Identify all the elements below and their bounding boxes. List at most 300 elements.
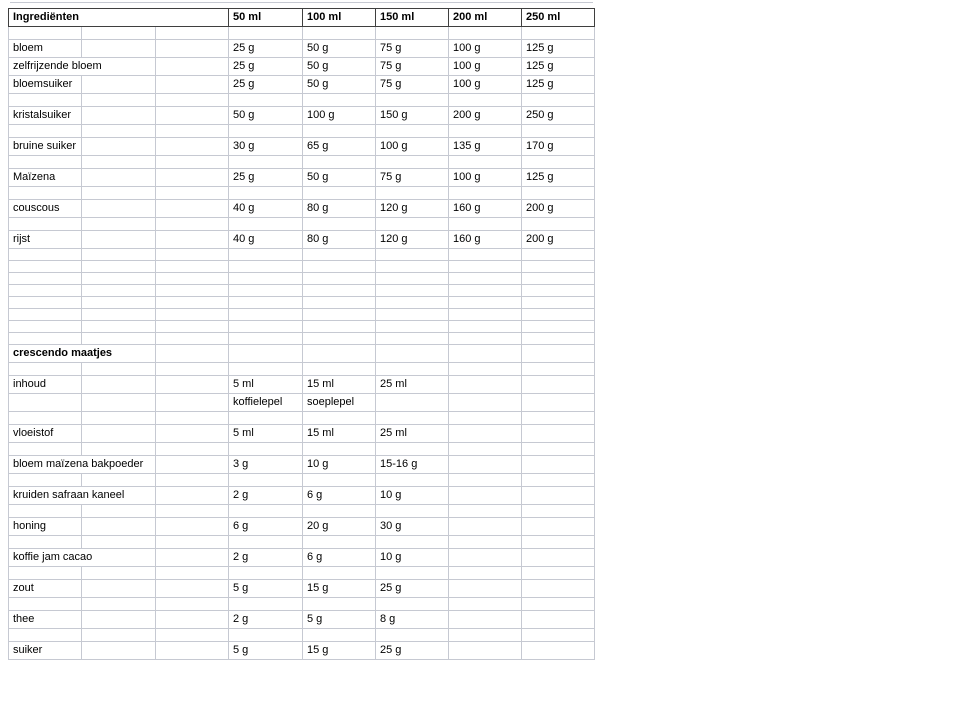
empty-cell: [303, 598, 376, 611]
empty-cell: [156, 536, 229, 549]
value-cell: [449, 611, 522, 629]
spacer-row: [9, 629, 595, 642]
empty-cell: [376, 629, 449, 642]
empty-cell: [156, 200, 229, 218]
empty-cell: [156, 231, 229, 249]
empty-cell: [82, 249, 156, 261]
column-header: 200 ml: [449, 9, 522, 27]
value-cell: 75 g: [376, 40, 449, 58]
spacer-row: [9, 261, 595, 273]
empty-cell: [156, 218, 229, 231]
value-cell: [522, 487, 595, 505]
empty-cell: [9, 333, 82, 345]
empty-cell: [229, 333, 303, 345]
empty-cell: [82, 611, 156, 629]
value-cell: 100 g: [449, 40, 522, 58]
table-row: [9, 107, 595, 125]
empty-cell: [522, 125, 595, 138]
empty-cell: [82, 231, 156, 249]
empty-cell: [82, 156, 156, 169]
value-cell: 5 ml: [229, 425, 303, 443]
empty-cell: [376, 273, 449, 285]
empty-cell: [303, 249, 376, 261]
empty-cell: [376, 187, 449, 200]
value-cell: 160 g: [449, 231, 522, 249]
empty-cell: [156, 518, 229, 536]
empty-cell: [376, 156, 449, 169]
value-cell: 2 g: [229, 549, 303, 567]
empty-cell: [9, 218, 82, 231]
empty-cell: [522, 598, 595, 611]
empty-cell: [303, 261, 376, 273]
empty-cell: [156, 321, 229, 333]
empty-cell: [449, 273, 522, 285]
value-cell: [449, 642, 522, 660]
spacer-row: [9, 536, 595, 549]
empty-cell: [82, 412, 156, 425]
empty-cell: [82, 629, 156, 642]
empty-cell: [376, 567, 449, 580]
empty-cell: [156, 611, 229, 629]
empty-cell: [229, 273, 303, 285]
value-cell: koffielepel: [229, 394, 303, 412]
empty-cell: [449, 536, 522, 549]
value-cell: [522, 425, 595, 443]
empty-cell: [449, 261, 522, 273]
value-cell: 15 ml: [303, 425, 376, 443]
spacer-row: [9, 443, 595, 456]
empty-cell: [82, 27, 156, 40]
value-cell: 120 g: [376, 200, 449, 218]
value-cell: 250 g: [522, 107, 595, 125]
empty-cell: [449, 156, 522, 169]
value-cell: [522, 580, 595, 598]
value-cell: 20 g: [303, 518, 376, 536]
value-cell: 5 ml: [229, 376, 303, 394]
empty-cell: [229, 27, 303, 40]
empty-cell: [82, 425, 156, 443]
empty-cell: [156, 456, 229, 474]
empty-cell: [522, 218, 595, 231]
empty-cell: [229, 474, 303, 487]
empty-cell: [449, 94, 522, 107]
empty-cell: [229, 363, 303, 376]
empty-cell: [9, 261, 82, 273]
column-header: 150 ml: [376, 9, 449, 27]
empty-cell: [156, 94, 229, 107]
empty-cell: [82, 200, 156, 218]
table-row: [9, 456, 595, 474]
empty-cell: [303, 187, 376, 200]
table-body: [9, 9, 595, 660]
value-cell: [449, 425, 522, 443]
empty-cell: [376, 321, 449, 333]
empty-cell: [156, 156, 229, 169]
column-header: 100 ml: [303, 9, 376, 27]
empty-cell: [156, 297, 229, 309]
empty-cell: [449, 321, 522, 333]
value-cell: [522, 642, 595, 660]
empty-cell: [303, 629, 376, 642]
empty-cell: [449, 443, 522, 456]
empty-cell: [229, 412, 303, 425]
empty-cell: [522, 321, 595, 333]
value-cell: 200 g: [522, 231, 595, 249]
table-row: [9, 487, 595, 505]
ingredient-label: koffie jam cacao: [9, 549, 156, 567]
table-row: [9, 376, 595, 394]
ingredient-label: couscous: [9, 200, 82, 218]
empty-cell: [376, 505, 449, 518]
value-cell: 25 g: [229, 58, 303, 76]
table-row: [9, 580, 595, 598]
spacer-row: [9, 94, 595, 107]
empty-cell: [229, 629, 303, 642]
value-cell: 50 g: [303, 40, 376, 58]
empty-cell: [156, 412, 229, 425]
spacer-row: [9, 156, 595, 169]
empty-cell: [376, 218, 449, 231]
empty-cell: [9, 363, 82, 376]
empty-cell: [522, 567, 595, 580]
table-row: [9, 549, 595, 567]
empty-cell: [156, 169, 229, 187]
ingredient-label: zout: [9, 580, 82, 598]
empty-cell: [376, 474, 449, 487]
column-header-ingredients: Ingrediënten: [9, 9, 229, 27]
empty-cell: [9, 249, 82, 261]
cropped-row-edge: [10, 2, 593, 3]
empty-cell: [376, 412, 449, 425]
empty-cell: [9, 297, 82, 309]
ingredient-label: kruiden safraan kaneel: [9, 487, 156, 505]
value-cell: [449, 549, 522, 567]
empty-cell: [229, 156, 303, 169]
value-cell: 6 g: [303, 549, 376, 567]
empty-cell: [303, 321, 376, 333]
empty-cell: [9, 536, 82, 549]
empty-cell: [229, 309, 303, 321]
empty-cell: [156, 580, 229, 598]
empty-cell: [9, 273, 82, 285]
value-cell: [522, 376, 595, 394]
empty-cell: [82, 187, 156, 200]
spacer-row: [9, 27, 595, 40]
value-cell: [522, 345, 595, 363]
empty-cell: [522, 273, 595, 285]
value-cell: 25 g: [229, 76, 303, 94]
value-cell: [376, 345, 449, 363]
empty-cell: [449, 412, 522, 425]
empty-cell: [229, 187, 303, 200]
table-row: [9, 40, 595, 58]
empty-cell: [522, 27, 595, 40]
value-cell: 15 ml: [303, 376, 376, 394]
empty-cell: [82, 333, 156, 345]
table-row: [9, 345, 595, 363]
value-cell: 25 ml: [376, 376, 449, 394]
empty-cell: [229, 297, 303, 309]
value-cell: 15-16 g: [376, 456, 449, 474]
empty-cell: [522, 412, 595, 425]
value-cell: [522, 518, 595, 536]
value-cell: [449, 394, 522, 412]
empty-cell: [156, 125, 229, 138]
empty-cell: [82, 567, 156, 580]
value-cell: 100 g: [449, 58, 522, 76]
empty-cell: [303, 273, 376, 285]
ingredient-label: rijst: [9, 231, 82, 249]
table-row: [9, 425, 595, 443]
empty-cell: [82, 107, 156, 125]
empty-cell: [303, 474, 376, 487]
empty-cell: [376, 443, 449, 456]
value-cell: 80 g: [303, 231, 376, 249]
ingredient-label: honing: [9, 518, 82, 536]
value-cell: 25 g: [376, 642, 449, 660]
spacer-row: [9, 285, 595, 297]
empty-cell: [376, 309, 449, 321]
empty-cell: [229, 505, 303, 518]
spacer-row: [9, 249, 595, 261]
empty-cell: [522, 156, 595, 169]
spacer-row: [9, 505, 595, 518]
empty-cell: [229, 598, 303, 611]
empty-cell: [229, 567, 303, 580]
empty-cell: [156, 285, 229, 297]
table-row: [9, 231, 595, 249]
header-row: [9, 9, 595, 27]
empty-cell: [156, 487, 229, 505]
empty-cell: [156, 642, 229, 660]
empty-cell: [82, 76, 156, 94]
empty-cell: [82, 536, 156, 549]
empty-cell: [229, 443, 303, 456]
value-cell: [449, 345, 522, 363]
spacer-row: [9, 598, 595, 611]
ingredient-label: crescendo maatjes: [9, 345, 156, 363]
value-cell: 40 g: [229, 200, 303, 218]
table-row: [9, 394, 595, 412]
spacer-row: [9, 474, 595, 487]
value-cell: 100 g: [449, 169, 522, 187]
spacer-row: [9, 333, 595, 345]
ingredient-label: bruine suiker: [9, 138, 82, 156]
empty-cell: [303, 412, 376, 425]
ingredient-label: bloemsuiker: [9, 76, 82, 94]
empty-cell: [303, 285, 376, 297]
value-cell: 200 g: [449, 107, 522, 125]
empty-cell: [9, 187, 82, 200]
value-cell: [522, 611, 595, 629]
empty-cell: [156, 76, 229, 94]
empty-cell: [82, 363, 156, 376]
empty-cell: [376, 125, 449, 138]
empty-cell: [303, 125, 376, 138]
empty-cell: [82, 169, 156, 187]
column-header: 250 ml: [522, 9, 595, 27]
empty-cell: [156, 505, 229, 518]
empty-cell: [522, 249, 595, 261]
value-cell: 80 g: [303, 200, 376, 218]
empty-cell: [156, 58, 229, 76]
empty-cell: [449, 567, 522, 580]
empty-cell: [303, 27, 376, 40]
empty-cell: [156, 273, 229, 285]
empty-cell: [229, 218, 303, 231]
value-cell: 75 g: [376, 169, 449, 187]
empty-cell: [82, 518, 156, 536]
empty-cell: [449, 27, 522, 40]
empty-cell: [156, 187, 229, 200]
value-cell: 125 g: [522, 76, 595, 94]
empty-cell: [229, 249, 303, 261]
empty-cell: [522, 297, 595, 309]
empty-cell: [156, 376, 229, 394]
value-cell: 40 g: [229, 231, 303, 249]
value-cell: 25 g: [376, 580, 449, 598]
value-cell: 50 g: [303, 58, 376, 76]
spacer-row: [9, 218, 595, 231]
empty-cell: [449, 474, 522, 487]
empty-cell: [9, 27, 82, 40]
empty-cell: [156, 249, 229, 261]
empty-cell: [82, 309, 156, 321]
ingredient-label: kristalsuiker: [9, 107, 82, 125]
value-cell: 200 g: [522, 200, 595, 218]
empty-cell: [449, 505, 522, 518]
value-cell: [449, 518, 522, 536]
empty-cell: [82, 321, 156, 333]
value-cell: [522, 549, 595, 567]
spacer-row: [9, 321, 595, 333]
ingredient-label: bloem maïzena bakpoeder: [9, 456, 156, 474]
value-cell: 100 g: [376, 138, 449, 156]
empty-cell: [156, 598, 229, 611]
value-cell: 50 g: [303, 76, 376, 94]
value-cell: 120 g: [376, 231, 449, 249]
value-cell: [522, 456, 595, 474]
empty-cell: [303, 297, 376, 309]
value-cell: [449, 376, 522, 394]
spacer-row: [9, 412, 595, 425]
empty-cell: [376, 333, 449, 345]
empty-cell: [303, 567, 376, 580]
value-cell: 15 g: [303, 642, 376, 660]
ingredient-label: thee: [9, 611, 82, 629]
empty-cell: [303, 363, 376, 376]
empty-cell: [449, 125, 522, 138]
empty-cell: [82, 94, 156, 107]
value-cell: 6 g: [303, 487, 376, 505]
table-row: [9, 58, 595, 76]
empty-cell: [82, 285, 156, 297]
empty-cell: [449, 285, 522, 297]
table-row: [9, 200, 595, 218]
value-cell: [449, 456, 522, 474]
empty-cell: [449, 333, 522, 345]
spacer-row: [9, 363, 595, 376]
empty-cell: [522, 363, 595, 376]
empty-cell: [82, 598, 156, 611]
empty-cell: [376, 27, 449, 40]
empty-cell: [522, 474, 595, 487]
value-cell: 25 g: [229, 40, 303, 58]
spacer-row: [9, 125, 595, 138]
value-cell: 25 ml: [376, 425, 449, 443]
value-cell: 75 g: [376, 76, 449, 94]
empty-cell: [376, 297, 449, 309]
value-cell: 50 g: [303, 169, 376, 187]
value-cell: 100 g: [449, 76, 522, 94]
empty-cell: [449, 218, 522, 231]
value-cell: 10 g: [376, 549, 449, 567]
empty-cell: [229, 261, 303, 273]
empty-cell: [156, 629, 229, 642]
ingredient-label: zelfrijzende bloem: [9, 58, 156, 76]
spacer-row: [9, 309, 595, 321]
empty-cell: [303, 94, 376, 107]
empty-cell: [376, 249, 449, 261]
empty-cell: [156, 27, 229, 40]
table-row: [9, 76, 595, 94]
value-cell: 125 g: [522, 40, 595, 58]
value-cell: 125 g: [522, 58, 595, 76]
empty-cell: [9, 309, 82, 321]
empty-cell: [9, 156, 82, 169]
value-cell: 3 g: [229, 456, 303, 474]
empty-cell: [9, 474, 82, 487]
empty-cell: [449, 249, 522, 261]
empty-cell: [303, 218, 376, 231]
value-cell: [449, 487, 522, 505]
spacer-row: [9, 273, 595, 285]
empty-cell: [522, 629, 595, 642]
ingredient-label: vloeistof: [9, 425, 82, 443]
empty-cell: [376, 285, 449, 297]
empty-cell: [449, 363, 522, 376]
empty-cell: [303, 156, 376, 169]
empty-cell: [82, 443, 156, 456]
empty-cell: [522, 536, 595, 549]
empty-cell: [522, 443, 595, 456]
empty-cell: [156, 261, 229, 273]
empty-cell: [522, 285, 595, 297]
empty-cell: [376, 536, 449, 549]
ingredient-label: Maïzena: [9, 169, 82, 187]
value-cell: 150 g: [376, 107, 449, 125]
empty-cell: [156, 443, 229, 456]
empty-cell: [229, 536, 303, 549]
spacer-row: [9, 567, 595, 580]
empty-cell: [156, 363, 229, 376]
empty-cell: [303, 505, 376, 518]
value-cell: 5 g: [229, 580, 303, 598]
empty-cell: [82, 125, 156, 138]
empty-cell: [449, 598, 522, 611]
empty-cell: [156, 425, 229, 443]
empty-cell: [82, 297, 156, 309]
empty-cell: [9, 505, 82, 518]
value-cell: 2 g: [229, 611, 303, 629]
empty-cell: [9, 94, 82, 107]
empty-cell: [522, 94, 595, 107]
column-header: 50 ml: [229, 9, 303, 27]
empty-cell: [376, 94, 449, 107]
empty-cell: [449, 297, 522, 309]
table-row: [9, 138, 595, 156]
value-cell: 5 g: [303, 611, 376, 629]
